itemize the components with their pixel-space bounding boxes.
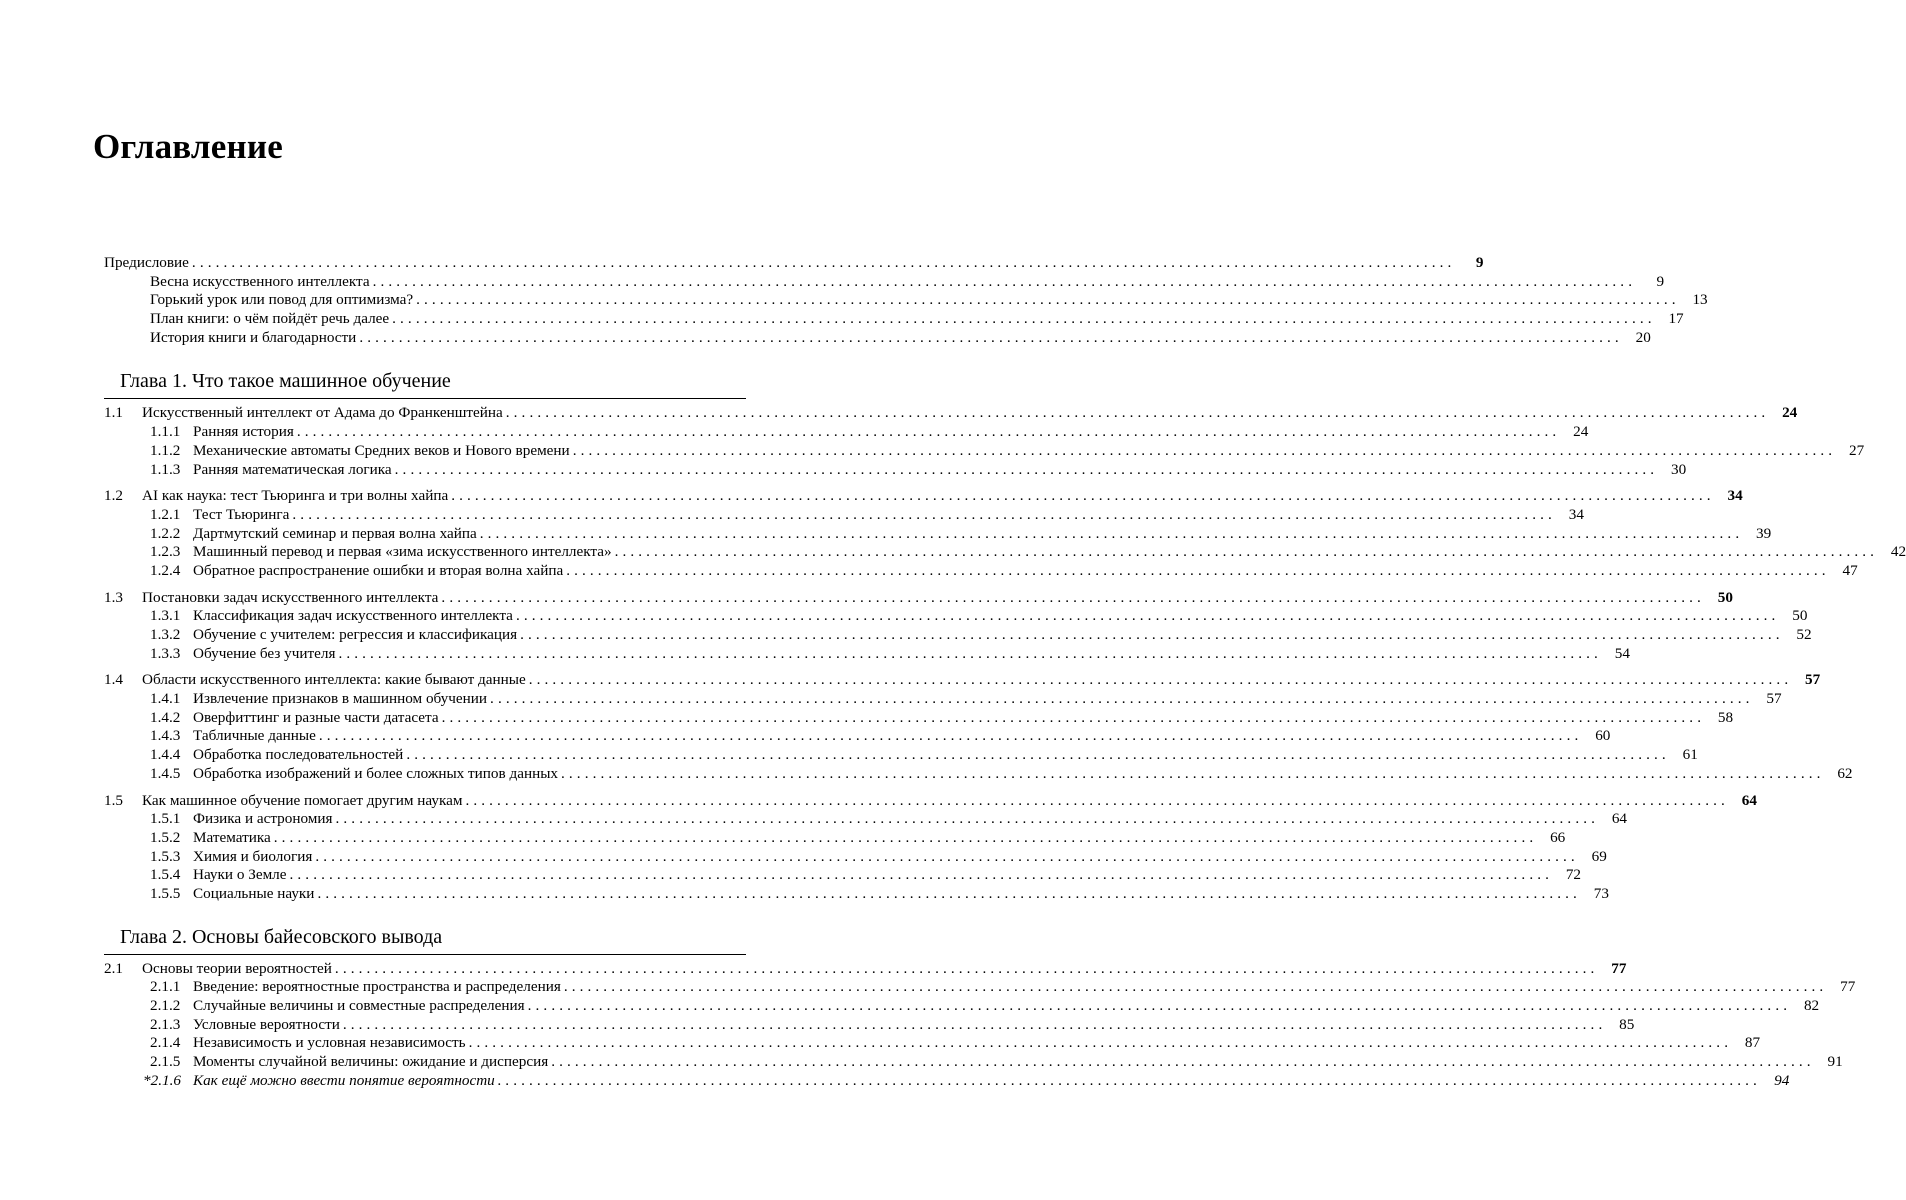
page-number: 39 — [1756, 524, 1772, 542]
dot-leader: ................................................................................................................................................................ — [191, 254, 1456, 271]
dot-leader: ................................................................................................................................................................ — [451, 487, 1715, 505]
entry-title: Обработка изображений и более сложных типов данных — [193, 764, 559, 782]
dot-leader: ................................................................................................................................................................ — [505, 404, 1770, 422]
toc-entry-subsection[interactable] — [104, 997, 1820, 1016]
toc-entry-subsection[interactable] — [104, 524, 1772, 544]
entry-number: 1.4.2 — [150, 708, 181, 726]
page-number: 64 — [1741, 791, 1757, 809]
entry-title: Механические автоматы Средних веков и Нового времени — [193, 441, 570, 459]
dot-leader: ................................................................................................................................................................ — [273, 828, 1538, 846]
dot-leader: ................................................................................................................................................................ — [479, 524, 1744, 542]
entry-title: Дартмутский семинар и первая волна хайпа — [193, 524, 477, 542]
entry-number: 1.5.5 — [150, 884, 181, 902]
section-block — [104, 487, 1906, 580]
entry-title: Ранняя история — [193, 423, 294, 441]
dot-leader: ................................................................................................................................................................ — [515, 607, 1780, 625]
toc-entry-subsection[interactable] — [104, 847, 1607, 867]
toc-entry-subsection[interactable] — [104, 1053, 1843, 1072]
toc-entry-subsection[interactable] — [104, 441, 1865, 461]
page-number: 72 — [1565, 866, 1582, 884]
dot-leader: ................................................................................................................................................................ — [292, 505, 1556, 523]
page-number: 50 — [1792, 607, 1808, 625]
page-number: 87 — [1744, 1034, 1761, 1052]
page-number: 64 — [1611, 810, 1628, 828]
toc-entry-subsection[interactable] — [104, 543, 1906, 562]
entry-title: Независимость и условная независимость — [193, 1034, 466, 1052]
page-number: 82 — [1803, 997, 1820, 1014]
dot-leader: ................................................................................................................................................................ — [441, 588, 1705, 606]
dot-leader: ................................................................................................................................................................ — [372, 272, 1637, 290]
page-title: Оглавление — [93, 127, 283, 166]
entry-number: 1.2.4 — [150, 561, 181, 579]
entry-title: История книги и благодарности — [150, 328, 357, 346]
dot-leader: ................................................................................................................................................................ — [334, 959, 1599, 977]
page-number: 13 — [1692, 291, 1708, 309]
dot-leader: ................................................................................................................................................................ — [342, 1015, 1607, 1033]
toc-entry-section[interactable] — [104, 487, 1743, 506]
entry-number: 1.3.3 — [150, 644, 181, 662]
toc-entry-subsection[interactable] — [104, 690, 1782, 709]
page-number: 61 — [1682, 746, 1698, 764]
entry-title: Тест Тьюринга — [193, 505, 290, 523]
page-number: 69 — [1591, 847, 1607, 865]
page-number: 52 — [1796, 626, 1812, 643]
entry-number: 1.5.1 — [150, 810, 181, 828]
dot-leader: ................................................................................................................................................................ — [296, 423, 1561, 441]
entry-title: Физика и астрономия — [193, 810, 333, 828]
dot-leader: ................................................................................................................................................................ — [315, 847, 1579, 865]
dot-leader: ................................................................................................................................................................ — [468, 1034, 1733, 1052]
entry-number: 1.2.1 — [150, 505, 181, 523]
entry-number: 1.2 — [104, 487, 123, 505]
entry-number: 2.1.1 — [150, 978, 181, 996]
toc-entry-section[interactable] — [104, 959, 1627, 979]
toc-entry-subsection[interactable] — [104, 460, 1687, 480]
table-of-contents — [104, 254, 1906, 1090]
dot-leader: ................................................................................................................................................................ — [566, 561, 1830, 579]
entry-title: Основы теории вероятностей — [142, 959, 332, 977]
entry-number: 2.1 — [104, 959, 123, 977]
dot-leader: ................................................................................................................................................................ — [497, 1071, 1762, 1089]
section-block — [104, 791, 1757, 904]
entry-title: Науки о Земле — [193, 866, 287, 884]
entry-number: 1.1 — [104, 404, 123, 422]
page-number: 62 — [1837, 764, 1853, 782]
page-number: 30 — [1670, 460, 1687, 478]
dot-leader: ................................................................................................................................................................ — [614, 543, 1879, 561]
toc-entry-section[interactable] — [104, 791, 1757, 811]
dot-leader: ................................................................................................................................................................ — [289, 866, 1554, 884]
toc-entry-subsection[interactable] — [104, 607, 1808, 626]
dot-leader: ................................................................................................................................................................ — [490, 690, 1754, 708]
page-number: 9 — [1656, 272, 1665, 290]
entry-number: 1.4.3 — [150, 727, 181, 745]
toc-entry-subsection[interactable] — [104, 978, 1856, 997]
toc-entry-section[interactable] — [104, 671, 1821, 690]
entry-number: 1.4.1 — [150, 690, 181, 708]
entry-number: 2.1.3 — [150, 1015, 181, 1033]
toc-entry-preface-item[interactable] — [104, 291, 1708, 310]
entry-title: Оверфиттинг и разные части датасета — [193, 708, 439, 726]
page-number: 50 — [1717, 588, 1733, 606]
toc-entry-subsection[interactable] — [104, 708, 1734, 728]
entry-number: 1.1.2 — [150, 441, 181, 459]
entry-title: Извлечение признаков в машинном обучении — [193, 690, 488, 708]
page-number: 77 — [1840, 978, 1856, 996]
entry-title: Классификация задач искусственного интеллекта — [193, 607, 513, 625]
entry-number: 1.5.4 — [150, 866, 181, 884]
entry-title: Области искусственного интеллекта: какие бывают данные — [142, 671, 526, 689]
entry-number: 1.5.3 — [150, 847, 181, 865]
toc-entry-section[interactable] — [104, 588, 1733, 608]
toc-entry-subsection[interactable] — [104, 884, 1609, 904]
page-number: 66 — [1550, 828, 1566, 846]
toc-entry-subsection[interactable] — [104, 505, 1584, 525]
page-number: 94 — [1774, 1071, 1790, 1089]
chapter-rule — [104, 954, 746, 955]
entry-number: 2.1.4 — [150, 1034, 181, 1052]
toc-entry-subsection[interactable] — [104, 423, 1589, 442]
page-number: 73 — [1593, 884, 1609, 902]
entry-title: Случайные величины и совместные распределения — [193, 997, 525, 1014]
entry-number: 1.3.1 — [150, 607, 181, 625]
dot-leader: ................................................................................................................................................................ — [359, 328, 1623, 346]
toc-entry-subsection[interactable] — [104, 1071, 1790, 1091]
chapter-rule — [104, 398, 746, 399]
chapter-heading[interactable]: Глава 2. Основы байесовского вывода — [120, 925, 443, 948]
page-number: 27 — [1849, 441, 1865, 459]
page-number: 54 — [1614, 644, 1630, 662]
page-number: 91 — [1827, 1053, 1843, 1071]
dot-leader: ................................................................................................................................................................ — [335, 810, 1600, 828]
entry-title: Математика — [193, 828, 271, 846]
entry-number: 1.2.3 — [150, 543, 181, 561]
entry-number: 1.4 — [104, 671, 123, 689]
section-block — [104, 959, 1856, 1091]
toc-entry-subsection[interactable] — [104, 626, 1812, 645]
entry-title: Предисловие — [104, 254, 189, 271]
toc-entry-subsection[interactable] — [104, 764, 1853, 784]
entry-number: 1.1.1 — [150, 423, 181, 441]
toc-entry-section[interactable] — [104, 404, 1798, 423]
page-number: 60 — [1595, 727, 1611, 745]
dot-leader: ................................................................................................................................................................ — [561, 764, 1825, 782]
page-number: 57 — [1805, 671, 1821, 689]
toc-entry-subsection[interactable] — [104, 1015, 1635, 1035]
toc-entry-subsection[interactable] — [104, 644, 1630, 664]
dot-leader: ................................................................................................................................................................ — [527, 997, 1792, 1014]
entry-number: 1.4.4 — [150, 746, 181, 764]
entry-number: 1.3 — [104, 588, 123, 606]
toc-entry-subsection[interactable] — [104, 866, 1582, 885]
entry-title: Ранняя математическая логика — [193, 460, 392, 478]
chapter-block — [104, 368, 1906, 903]
entry-number: *2.1.6 — [143, 1071, 181, 1089]
chapter-block — [104, 924, 1856, 1091]
entry-number: 1.5.2 — [150, 828, 181, 846]
page-number: 20 — [1635, 328, 1651, 346]
section-block — [104, 588, 1812, 664]
preface-block — [104, 254, 1708, 347]
page-number: 34 — [1568, 505, 1584, 523]
entry-title: Введение: вероятностные пространства и распределения — [193, 978, 561, 996]
dot-leader: ................................................................................................................................................................ — [406, 746, 1670, 764]
dot-leader: ................................................................................................................................................................ — [394, 460, 1659, 478]
entry-number: 1.5 — [104, 791, 123, 809]
entry-title: Обработка последовательностей — [193, 746, 404, 764]
page-number: 9 — [1475, 254, 1484, 271]
page-number: 58 — [1717, 708, 1734, 726]
page-number: 24 — [1573, 423, 1589, 441]
toc-entry-subsection[interactable] — [104, 810, 1628, 829]
entry-number: 1.1.3 — [150, 460, 181, 478]
toc-entry-preface-item[interactable] — [104, 328, 1651, 348]
dot-leader: ................................................................................................................................................................ — [551, 1053, 1815, 1071]
dot-leader: ................................................................................................................................................................ — [572, 441, 1837, 459]
entry-title: Социальные науки — [193, 884, 315, 902]
entry-title: Постановки задач искусственного интеллекта — [142, 588, 439, 606]
toc-entry-subsection[interactable] — [104, 828, 1566, 848]
entry-title: Искусственный интеллект от Адама до Франкенштейна — [142, 404, 503, 422]
page-number: 34 — [1727, 487, 1743, 505]
dot-leader: ................................................................................................................................................................ — [441, 708, 1706, 726]
section-block — [104, 671, 1853, 783]
page-number: 17 — [1668, 310, 1684, 328]
dot-leader: ................................................................................................................................................................ — [392, 310, 1656, 328]
entry-title: Химия и биология — [193, 847, 313, 865]
entry-number: 1.4.5 — [150, 764, 181, 782]
dot-leader: ................................................................................................................................................................ — [465, 791, 1729, 809]
toc-entry-preface-item[interactable] — [104, 310, 1684, 329]
section-block — [104, 404, 1865, 479]
dot-leader: ................................................................................................................................................................ — [528, 671, 1793, 689]
entry-title: Условные вероятности — [193, 1015, 340, 1033]
entry-title: Моменты случайной величины: ожидание и дисперсия — [193, 1053, 549, 1071]
toc-entry-preface[interactable] — [104, 254, 1484, 273]
page-number: 77 — [1611, 959, 1627, 977]
page-number: 24 — [1782, 404, 1798, 422]
entry-number: 2.1.5 — [150, 1053, 181, 1071]
entry-number: 1.3.2 — [150, 626, 181, 643]
toc-entry-subsection[interactable] — [104, 561, 1858, 581]
chapter-heading[interactable]: Глава 1. Что такое машинное обучение — [120, 370, 451, 393]
page-number: 47 — [1842, 561, 1858, 579]
entry-title: План книги: о чём пойдёт речь далее — [150, 310, 390, 328]
page-number: 42 — [1890, 543, 1906, 561]
entry-number: 1.2.2 — [150, 524, 181, 542]
dot-leader: ................................................................................................................................................................ — [563, 978, 1828, 996]
toc-entry-preface-item[interactable] — [104, 272, 1665, 292]
entry-number: 2.1.2 — [150, 997, 181, 1014]
toc-entry-subsection[interactable] — [104, 1034, 1761, 1053]
page-number: 57 — [1766, 690, 1782, 708]
entry-title: Как ещё можно ввести понятие вероятности — [193, 1071, 495, 1089]
dot-leader: ................................................................................................................................................................ — [318, 727, 1583, 745]
entry-title: Как машинное обучение помогает другим наукам — [142, 791, 463, 809]
toc-entry-subsection[interactable] — [104, 727, 1611, 746]
dot-leader: ................................................................................................................................................................ — [520, 626, 1784, 643]
entry-title: Машинный перевод и первая «зима искусственного интеллекта» — [193, 543, 612, 561]
entry-title: Обратное распространение ошибки и вторая волна хайпа — [193, 561, 564, 579]
toc-entry-subsection[interactable] — [104, 746, 1698, 765]
entry-title: Весна искусственного интеллекта — [150, 272, 370, 290]
entry-title: AI как наука: тест Тьюринга и три волны хайпа — [142, 487, 449, 505]
dot-leader: ................................................................................................................................................................ — [317, 884, 1581, 902]
entry-title: Обучение без учителя — [193, 644, 336, 662]
entry-title: Табличные данные — [193, 727, 316, 745]
entry-title: Горький урок или повод для оптимизма? — [150, 291, 414, 309]
page-number: 85 — [1619, 1015, 1635, 1033]
dot-leader: ................................................................................................................................................................ — [416, 291, 1680, 309]
dot-leader: ................................................................................................................................................................ — [338, 644, 1602, 662]
entry-title: Обучение с учителем: регрессия и классификация — [193, 626, 518, 643]
